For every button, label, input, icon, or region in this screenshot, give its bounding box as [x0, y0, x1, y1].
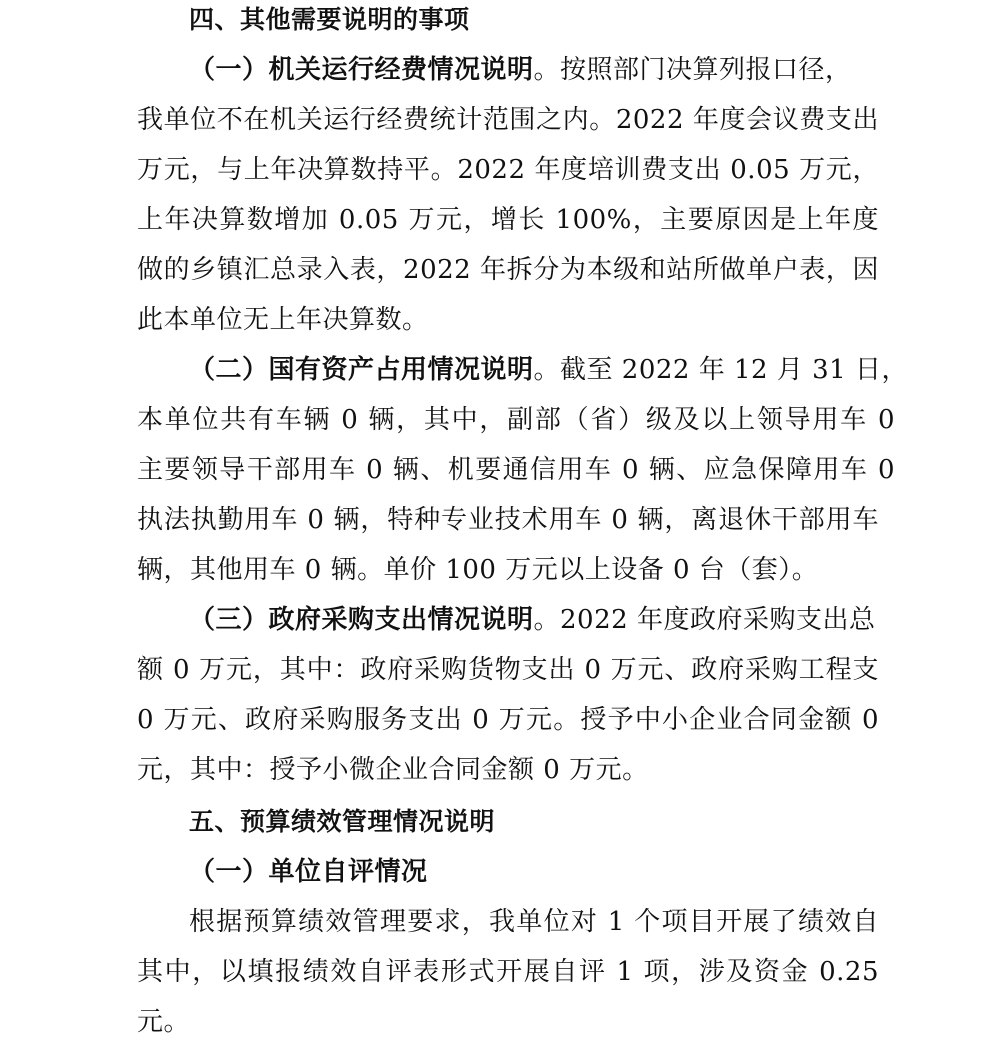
item-label-self-evaluation: （一）单位自评情况 [189, 857, 428, 887]
item-label-state-assets: （二）国有资产占用情况说明 [189, 355, 534, 385]
paragraph-line: 元。 [137, 1007, 191, 1037]
paragraph-line: 此本单位无上年决算数。 [137, 305, 429, 335]
paragraph-line: 0 万元、政府采购服务支出 0 万元。授予中小企业合同金额 0 [137, 705, 879, 735]
paragraph-line: 主要领导干部用车 0 辆、机要通信用车 0 辆、应急保障用车 0 [137, 455, 895, 485]
paragraph-line: 执法执勤用车 0 辆，特种专业技术用车 0 辆，离退休干部用车 [137, 505, 879, 535]
paragraph-line: （三）政府采购支出情况说明。2022 年度政府采购支出总 [189, 605, 876, 635]
paragraph-line: 我单位不在机关运行经费统计范围之内。2022 年度会议费支出 [137, 105, 879, 135]
paragraph-line: 根据预算绩效管理要求，我单位对 1 个项目开展了绩效自 [189, 907, 879, 937]
section-heading-4: 四、其他需要说明的事项 [189, 5, 470, 34]
paragraph-line: 上年决算数增加 0.05 万元，增长 100%，主要原因是上年度 [137, 205, 879, 235]
paragraph-line: 本单位共有车辆 0 辆，其中，副部（省）级及以上领导用车 0 [137, 405, 895, 435]
item-label-operating-costs: （一）机关运行经费情况说明 [189, 55, 534, 85]
paragraph-line: （一）机关运行经费情况说明。按照部门决算列报口径， [189, 55, 852, 85]
section-heading-5: 五、预算绩效管理情况说明 [189, 807, 496, 836]
item-label-procurement: （三）政府采购支出情况说明 [189, 605, 534, 635]
paragraph-line: （二）国有资产占用情况说明。截至 2022 年 12 月 31 日， [189, 355, 908, 385]
paragraph-line: 元，其中：授予小微企业合同金额 0 万元。 [137, 755, 649, 785]
paragraph-line: 做的乡镇汇总录入表，2022 年拆分为本级和站所做单户表，因 [137, 255, 879, 285]
paragraph-line: 额 0 万元，其中：政府采购货物支出 0 万元、政府采购工程支 [137, 655, 879, 685]
paragraph-line: 万元，与上年决算数持平。2022 年度培训费支出 0.05 万元， [137, 155, 879, 185]
paragraph-line: 辆，其他用车 0 辆。单价 100 万元以上设备 0 台（套）。 [137, 555, 819, 585]
paragraph-line: 其中，以填报绩效自评表形式开展自评 1 项，涉及资金 0.25 [137, 957, 879, 987]
